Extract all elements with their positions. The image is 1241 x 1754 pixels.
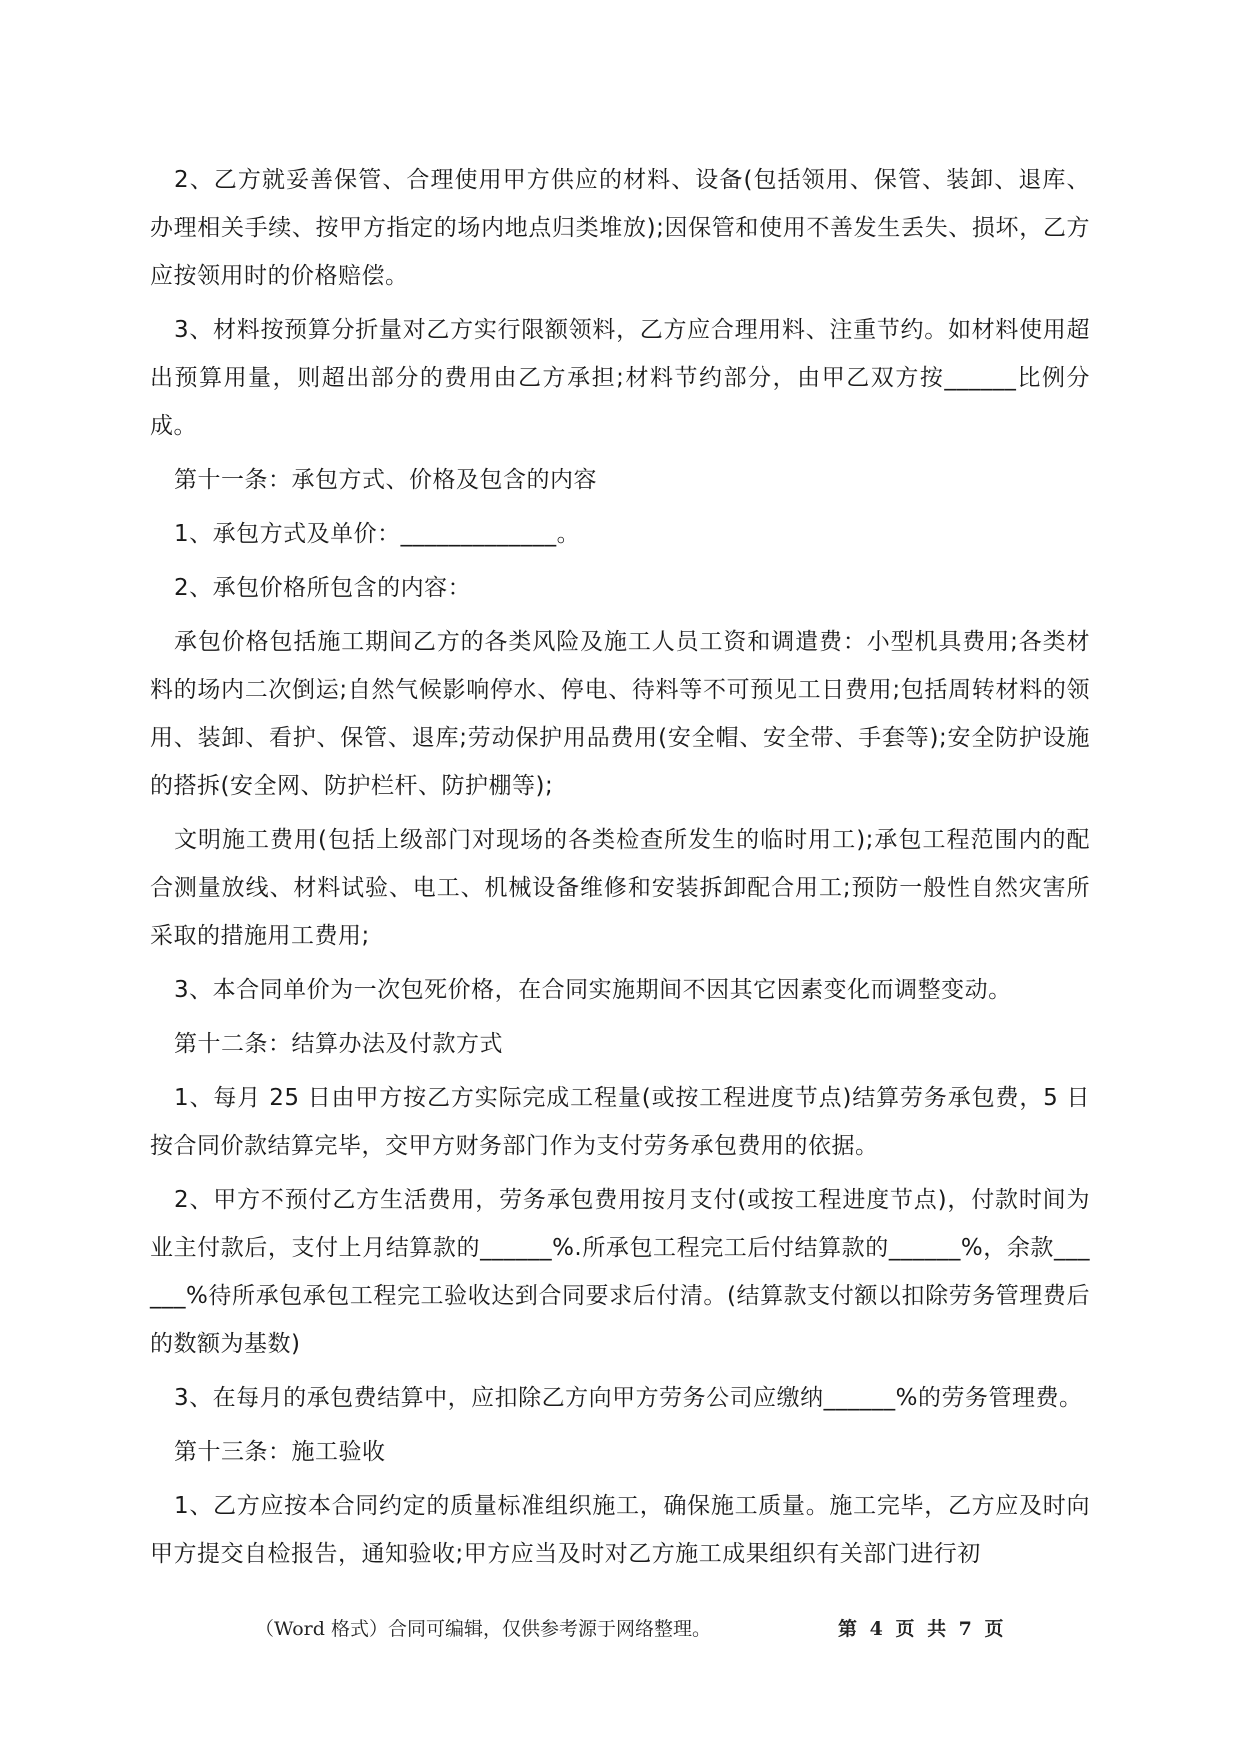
page-number: 第 4 页 共 7 页 [838, 1618, 1007, 1640]
clause-11-civilized-construction: 文明施工费用(包括上级部门对现场的各类检查所发生的临时用工);承包工程范围内的配合测量放线、材料试验、电工、机械设备维修和安装拆卸配合用工;预防一般性自然灾害所采取的措施用工费用; [150, 827, 1090, 949]
clause-12-heading: 第十二条：结算办法及付款方式 [174, 1031, 503, 1057]
clause-10-item-3: 3、材料按预算分折量对乙方实行限额领料，乙方应合理用料、注重节约。如材料使用超出预算用量，则超出部分的费用由乙方承担;材料节约部分，由甲乙双方按______比例分成。 [150, 317, 1090, 439]
document-body [150, 156, 1090, 1584]
clause-11-price-contents: 承包价格包括施工期间乙方的各类风险及施工人员工资和调遣费：小型机具费用;各类材料的场内二次倒运;自然气候影响停水、停电、待料等不可预见工日费用;包括周转材料的领用、装卸、看护、保管、退库;劳动保护用品费用(安全帽、安全带、手套等);安全防护设施的搭拆(安全网、防护栏杆、防护棚等); [150, 629, 1090, 799]
footer-note: （Word 格式）合同可编辑，仅供参考源于网络整理。 [255, 1618, 711, 1640]
clause-12-item-1: 1、每月 25 日由甲方按乙方实际完成工程量(或按工程进度节点)结算劳务承包费，5 日按合同价款结算完毕，交甲方财务部门作为支付劳务承包费用的依据。 [150, 1085, 1090, 1159]
clause-10-item-2: 2、乙方就妥善保管、合理使用甲方供应的材料、设备(包括领用、保管、装卸、退库、办理相关手续、按甲方指定的场内地点归类堆放);因保管和使用不善发生丢失、损坏，乙方应按领用时的价格赔偿。 [150, 167, 1090, 289]
clause-13-heading: 第十三条：施工验收 [174, 1439, 386, 1465]
clause-11-item-1: 1、承包方式及单价：_____________。 [174, 521, 581, 547]
clause-11-item-2: 2、承包价格所包含的内容： [174, 575, 472, 601]
clause-13-item-1: 1、乙方应按本合同约定的质量标准组织施工，确保施工质量。施工完毕，乙方应及时向甲方提交自检报告，通知验收;甲方应当及时对乙方施工成果组织有关部门进行初 [150, 1493, 1090, 1567]
clause-12-item-3: 3、在每月的承包费结算中，应扣除乙方向甲方劳务公司应缴纳______%的劳务管理费。 [174, 1385, 1083, 1411]
clause-12-item-2: 2、甲方不预付乙方生活费用，劳务承包费用按月支付(或按工程进度节点)，付款时间为业主付款后，支付上月结算款的______%.所承包工程完工后付结算款的______%，余款______%待所承包承包工程完工验收达到合同要求后付清。(结算款支付额以扣除劳务管理费后的数额为基数) [150, 1187, 1090, 1357]
clause-11-item-3: 3、本合同单价为一次包死价格，在合同实施期间不因其它因素变化而调整变动。 [174, 977, 1012, 1003]
page-footer [0, 1614, 1241, 1648]
clause-11-heading: 第十一条：承包方式、价格及包含的内容 [174, 467, 597, 493]
